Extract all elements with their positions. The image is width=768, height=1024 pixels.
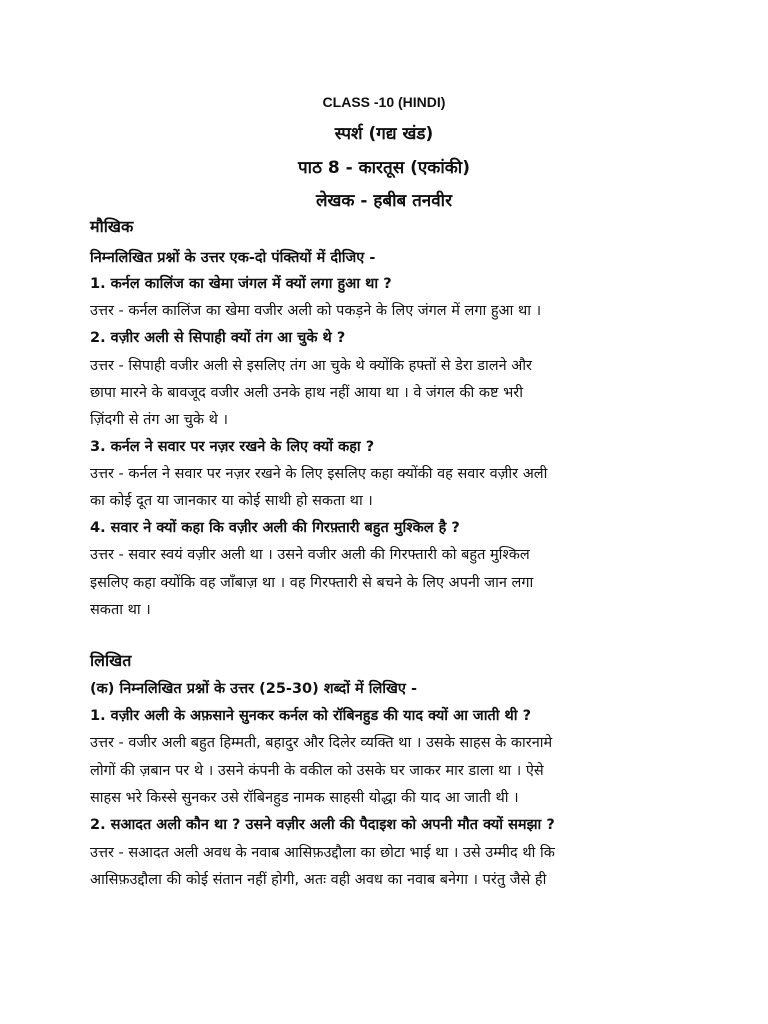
oral-heading: मौखिक bbox=[90, 217, 134, 236]
chapter-title: पाठ 8 - कारतूस (एकांकी) bbox=[298, 158, 470, 178]
oral-question-2: 2. वज़ीर अली से सिपाही क्यों तंग आ चुके थे ? bbox=[90, 330, 346, 346]
written-question-1: 1. वज़ीर अली के अफ़साने सुनकर कर्नल को रॉबिनहुड की याद क्यों आ जाती थी ? bbox=[90, 708, 531, 724]
written-answer-line: उत्तर - वजीर अली बहुत हिम्मती, बहादुर और दिलेर व्यक्ति था । उसके साहस के कारनामे bbox=[90, 735, 553, 751]
written-question-2: 2. सआदत अली कौन था ? उसने वज़ीर अली की पैदाइश को अपनी मौत क्यों समझा ? bbox=[90, 817, 555, 833]
oral-answer-line: सकता था । bbox=[90, 602, 151, 618]
oral-answer-line: छापा मारने के बावजूद वजीर अली उनके हाथ नहीं आया था । वे जंगल की कष्ट भरी bbox=[90, 385, 523, 401]
oral-answer-line: उत्तर - कर्नल कालिंज का खेमा वजीर अली को पकड़ने के लिए जंगल में लगा हुआ था । bbox=[90, 303, 542, 319]
oral-instruction: निम्नलिखित प्रश्नों के उत्तर एक-दो पंक्तियों में दीजिए - bbox=[90, 250, 376, 266]
written-answer-line: साहस भरे किस्से सुनकर उसे रॉबिनहुड नामक साहसी योद्धा की याद आ जाती थी । bbox=[90, 790, 519, 806]
written-answer-line: आसिफ़उद्दौला की कोई संतान नहीं होगी, अतः वही अवध का नवाब बनेगा । परंतु जैसे ही bbox=[90, 872, 547, 888]
oral-answer-line: उत्तर - सवार स्वयं वज़ीर अली था । उसने वजीर अली की गिरफ्तारी को बहुत मुश्किल bbox=[90, 547, 530, 563]
oral-answer-line: का कोई दूत या जानकार या कोई साथी हो सकता था । bbox=[90, 493, 373, 509]
book-title: स्पर्श (गद्य खंड) bbox=[334, 124, 434, 144]
oral-question-1: 1. कर्नल कालिंज का खेमा जंगल में क्यों लगा हुआ था ? bbox=[90, 276, 392, 292]
written-heading: लिखित bbox=[90, 651, 132, 670]
oral-question-3: 3. कर्नल ने सवार पर नज़र रखने के लिए क्यों कहा ? bbox=[90, 439, 375, 455]
written-instruction: (क) निम्नलिखित प्रश्नों के उत्तर (25-30) शब्दों में लिखिए - bbox=[90, 681, 417, 697]
author-line: लेखक - हबीब तनवीर bbox=[315, 191, 453, 211]
oral-answer-line: ज़िंदगी से तंग आ चुके थे । bbox=[90, 412, 228, 428]
oral-answer-line: उत्तर - कर्नल ने सवार पर नज़र रखने के लिए इसलिए कहा क्योंकी वह सवार वज़ीर अली bbox=[90, 466, 548, 482]
oral-question-4: 4. सवार ने क्यों कहा कि वज़ीर अली की गिरफ़्तारी बहुत मुश्किल है ? bbox=[90, 520, 460, 536]
class-title: CLASS -10 (HINDI) bbox=[322, 94, 446, 110]
oral-answer-line: उत्तर - सिपाही वजीर अली से इसलिए तंग आ चुके थे क्योंकि हफ्तों से डेरा डालने और bbox=[90, 358, 532, 374]
oral-answer-line: इसलिए कहा क्योंकि वह जाँबाज़ था । वह गिरफ्तारी से बचने के लिए अपनी जान लगा bbox=[90, 575, 534, 591]
written-answer-line: लोगों की ज़बान पर थे । उसने कंपनी के वकील को उसके घर जाकर मार डाला था । ऐसे bbox=[90, 763, 544, 779]
written-answer-line: उत्तर - सआदत अली अवध के नवाब आसिफ़उद्दौला का छोटा भाई था । उसे उम्मीद थी कि bbox=[90, 845, 555, 861]
